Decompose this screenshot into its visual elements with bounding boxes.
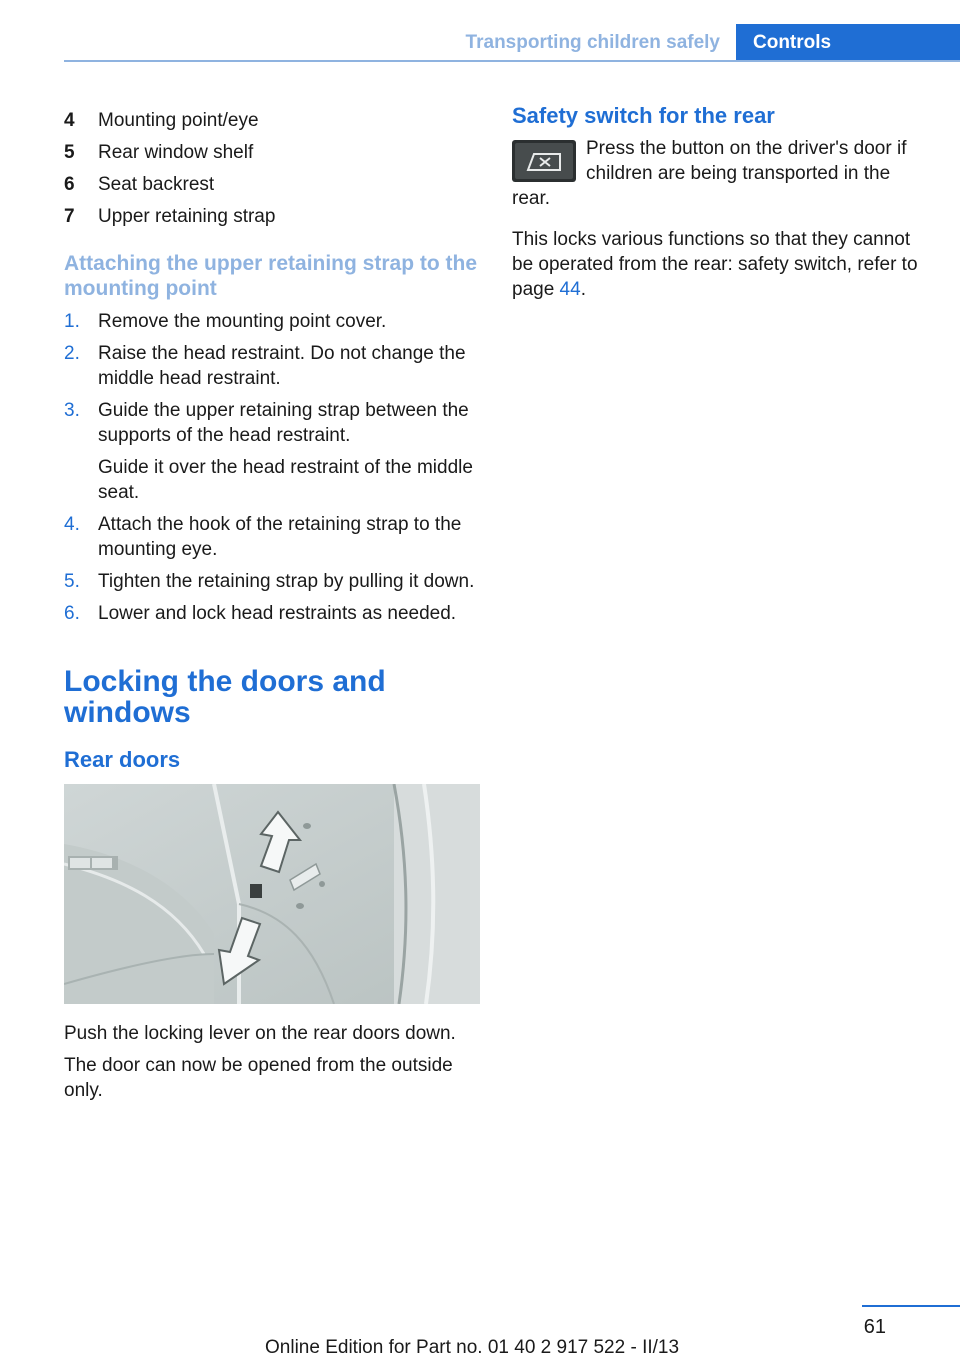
locking-heading: Locking the doors and windows bbox=[64, 665, 386, 729]
step-number: 6. bbox=[64, 603, 80, 624]
step-text: Guide the upper retaining strap between the supports of the head restraint. bbox=[98, 400, 469, 446]
attach-strap-heading: Attaching the upper retaining strap to the mounting point bbox=[64, 252, 478, 300]
safety-text-end: . bbox=[580, 279, 586, 300]
safety-switch-paragraph-2 bbox=[512, 227, 932, 302]
page-reference-link[interactable]: 44 bbox=[559, 279, 581, 300]
legend-number: 5 bbox=[64, 142, 75, 163]
legend-number: 7 bbox=[64, 206, 75, 227]
list-item bbox=[64, 341, 482, 391]
step-extra-text: Guide it over the head restraint of the middle seat. bbox=[98, 457, 473, 503]
legend-item bbox=[64, 140, 482, 165]
footer-rule bbox=[862, 1305, 960, 1307]
door-lock-lever-illustration bbox=[64, 784, 480, 1004]
legend-number: 6 bbox=[64, 174, 75, 195]
safety-switch-paragraph-1: Press the button on the driver's door if children are being transported in the rear. bbox=[512, 138, 907, 209]
legend-text: Mounting point/eye bbox=[98, 110, 259, 131]
step-number: 1. bbox=[64, 311, 80, 332]
chapter-tab[interactable] bbox=[736, 24, 960, 62]
legend-text: Rear window shelf bbox=[98, 142, 254, 163]
list-item bbox=[64, 309, 482, 334]
list-item bbox=[64, 512, 482, 562]
edition-footer: Online Edition for Part no. 01 40 2 917 522 - II/13 bbox=[265, 1337, 680, 1358]
right-column bbox=[512, 102, 932, 309]
list-item bbox=[64, 398, 482, 505]
step-text: Remove the mounting point cover. bbox=[98, 311, 387, 332]
legend-item bbox=[64, 108, 482, 133]
legend-text: Upper retaining strap bbox=[98, 206, 276, 227]
page-number: 61 bbox=[863, 1316, 886, 1338]
chapter-tab-label: Controls bbox=[753, 32, 832, 53]
safety-switch-heading: Safety switch for the rear bbox=[512, 103, 775, 128]
rear-doors-heading: Rear doors bbox=[64, 747, 181, 772]
safety-switch-block bbox=[512, 136, 932, 211]
step-text: Lower and lock head restraints as needed. bbox=[98, 603, 457, 624]
figure-legend bbox=[64, 108, 482, 229]
step-body bbox=[98, 398, 482, 505]
safety-text: This locks various functions so that they cannot be operated from the rear: safety switch, refer to page bbox=[512, 229, 918, 300]
running-header-section: Transporting children safely bbox=[465, 32, 720, 53]
legend-item bbox=[64, 172, 482, 197]
legend-text: Seat backrest bbox=[98, 174, 215, 195]
rear-doors-paragraph-2: The door can now be opened from the outside only. bbox=[64, 1055, 453, 1101]
legend-item bbox=[64, 204, 482, 229]
window-lock-button-icon bbox=[512, 140, 576, 182]
rear-doors-paragraph-1: Push the locking lever on the rear doors down. bbox=[64, 1023, 456, 1044]
left-column bbox=[64, 108, 482, 1110]
step-number: 5. bbox=[64, 571, 80, 592]
step-number: 2. bbox=[64, 343, 80, 364]
list-item bbox=[64, 601, 482, 626]
step-number: 4. bbox=[64, 514, 80, 535]
step-text: Attach the hook of the retaining strap to the mounting eye. bbox=[98, 514, 462, 560]
step-text: Raise the head restraint. Do not change the middle head restraint. bbox=[98, 343, 466, 389]
step-number: 3. bbox=[64, 400, 80, 421]
legend-number: 4 bbox=[64, 110, 75, 131]
step-text: Tighten the retaining strap by pulling it down. bbox=[98, 571, 475, 592]
attach-steps-list bbox=[64, 309, 482, 626]
header-rule bbox=[64, 60, 960, 62]
list-item bbox=[64, 569, 482, 594]
